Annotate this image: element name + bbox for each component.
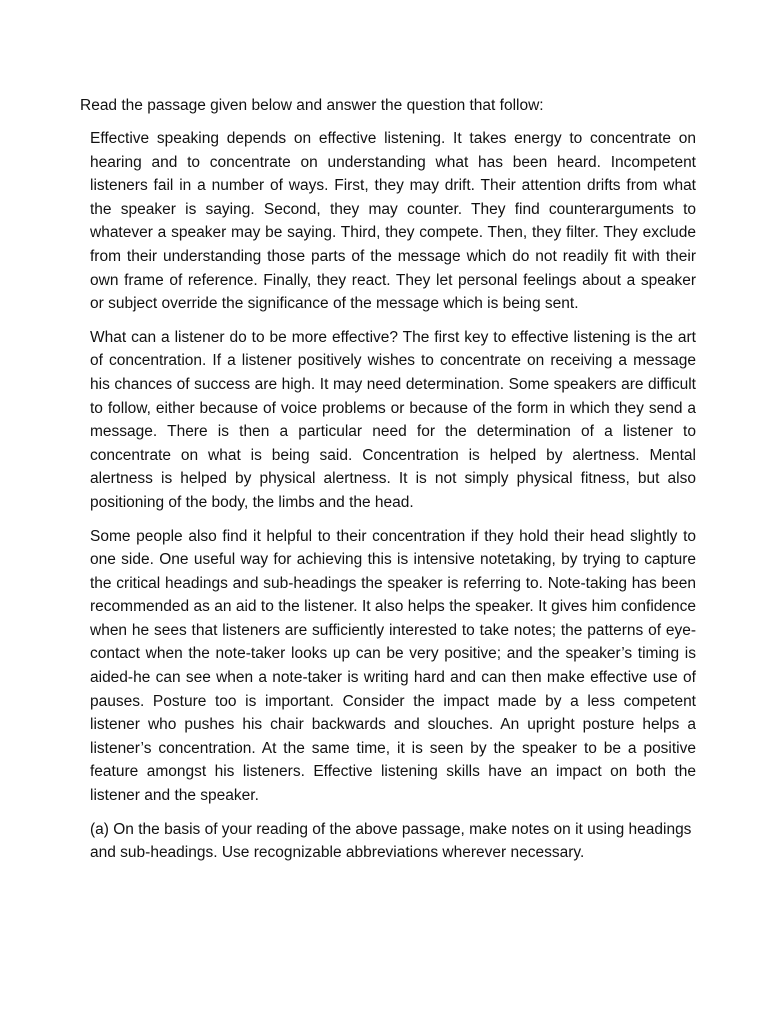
instruction-line: Read the passage given below and answer the question that follow:: [80, 97, 544, 114]
paragraph-2: What can a listener do to be more effective? The first key to effective listening is the art of concentration. If a listener positively wishes to concentrate on receiving a message his chances of success are high. It may need determination. Some speakers are difficult to follow, either because of voice problems or because of the form in which they send a message. There is then a particular need for the determination of a listener to concentrate on what is being said. Concentration is helped by alertness. Mental alertness is helped by physical alertness. It is not simply physical fitness, but also positioning of the body, the limbs and the head.: [90, 328, 696, 511]
paragraph-1: Effective speaking depends on effective listening. It takes energy to concentrate on hearing and to concentrate on understanding what has been heard. Incompetent listeners fail in a number of ways. First, they may drift. Their attention drifts from what the speaker is saying. Second, they may counter. They find counterarguments to whatever a speaker may be saying. Third, they compete. Then, they filter. They exclude from their understanding those parts of the message which do not readily fit with their own frame of reference. Finally, they react. They let personal feelings about a speaker or subject override the significance of the message which is being sent.: [90, 130, 696, 313]
paragraph-3: Some people also find it helpful to their concentration if they hold their head slightly to one side. One useful way for achieving this is intensive notetaking, by trying to capture the critical headings and sub-headings the speaker is referring to. Note-taking has been recommended as an aid to the listener. It also helps the speaker. It gives him confidence when he sees that listeners are sufficiently interested to take notes; the patterns of eye-contact when the note-taker looks up can be very positive; and the speaker’s timing is aided-he can see when a note-taker is writing hard and can then make effective use of pauses. Posture too is important. Consider the impact made by a less competent listener who pushes his chair backwards and slouches. An upright posture helps a listener’s concentration. At the same time, it is seen by the speaker to be a positive feature amongst his listeners. Effective listening skills have an impact on both the listener and the speaker.: [90, 527, 696, 805]
passage: [90, 127, 696, 875]
question-a: (a) On the basis of your reading of the above passage, make notes on it using headings and sub-headings. Use recognizable abbreviations wherever necessary.: [90, 820, 692, 862]
